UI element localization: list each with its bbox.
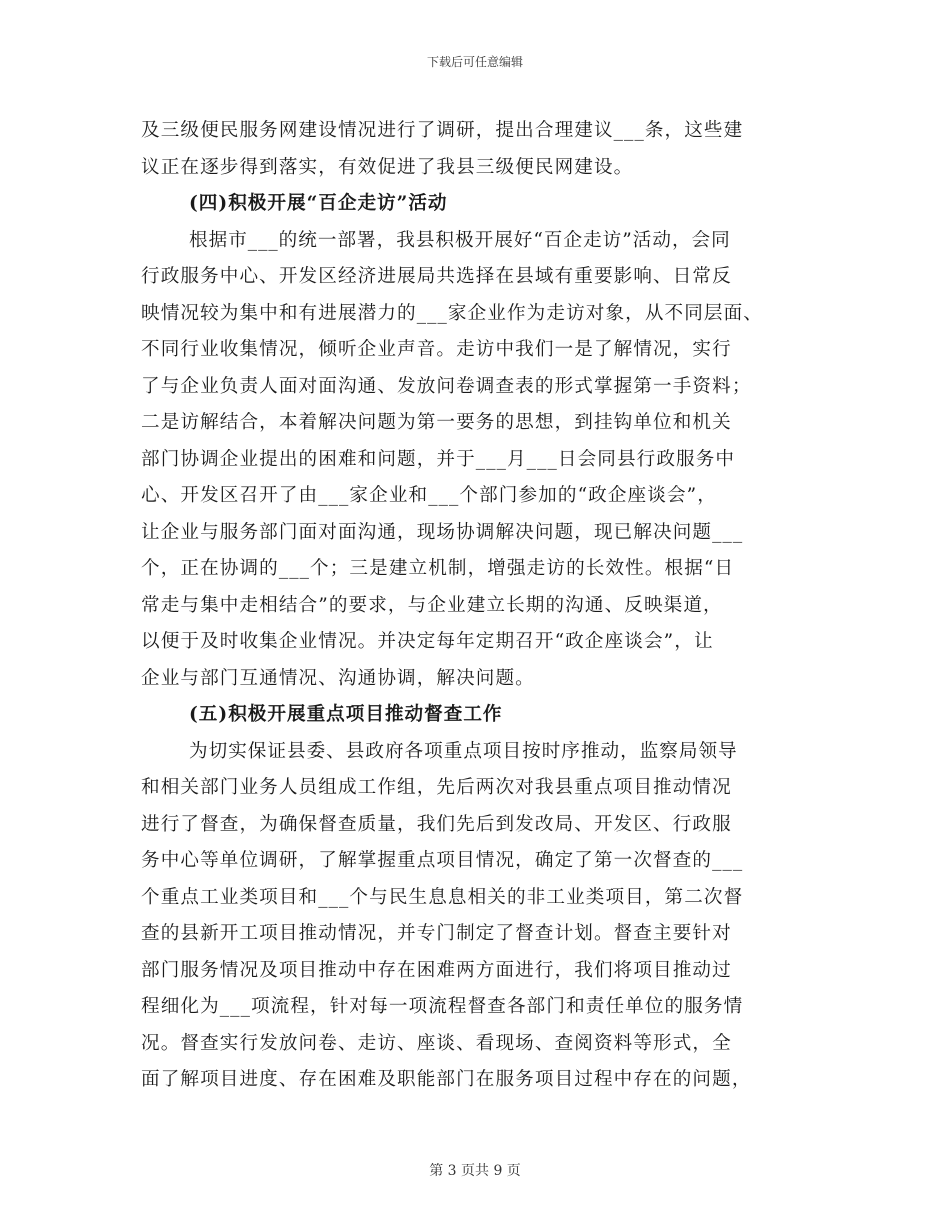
text-line: 二是访解结合，本着解决问题为第一要务的思想，到挂钩单位和机关 <box>141 412 732 433</box>
text-line: 个，正在协调的___个；三是建立机制，增强走访的长效性。根据“日 <box>141 558 735 579</box>
text-line: 和相关部门业务人员组成工作组，先后两次对我县重点项目推动情况 <box>141 777 732 798</box>
text-line: 以便于及时收集企业情况。并决定每年定期召开“政企座谈会”，让 <box>141 631 714 652</box>
text-line: 心、开发区召开了由___家企业和___个部门参加的“政企座谈会”， <box>141 485 717 506</box>
text-line: 务中心等单位调研，了解掌握重点项目情况，确定了第一次督查的___ <box>141 850 744 871</box>
text-line: 进行了督查，为确保督查质量，我们先后到发改局、开发区、行政服 <box>141 813 732 835</box>
page-header: 下载后可任意编辑 <box>426 55 523 69</box>
text-line: 映情况较为集中和有进展潜力的___家企业作为走访对象，从不同层面、 <box>141 302 764 324</box>
text-line: 了与企业负责人面对面沟通、发放问卷调查表的形式掌握第一手资料； <box>141 375 752 397</box>
text-line: 部门协调企业提出的困难和问题，并于___月___日会同县行政服务中 <box>141 448 736 470</box>
text-line: 及三级便民服务网建设情况进行了调研，提出合理建议___条，这些建 <box>141 120 744 141</box>
text-line: 企业与部门互通情况、沟通协调，解决问题。 <box>141 667 535 689</box>
text-line: 常走与集中走相结合”的要求，与企业建立长期的沟通、反映渠道， <box>141 594 723 616</box>
section-heading: (四)积极开展“百企走访”活动 <box>189 193 448 214</box>
section-heading: (五)积极开展重点项目推动督查工作 <box>189 704 503 725</box>
text-line: 让企业与服务部门面对面沟通，现场协调解决问题，现已解决问题___ <box>141 521 744 543</box>
page-footer: 第 3 页共 9 页 <box>429 1163 521 1179</box>
text-line: 为切实保证县委、县政府各项重点项目按时序推动，监察局领导 <box>189 740 738 762</box>
document-body <box>141 113 821 1099</box>
text-line: 查的县新开工项目推动情况，并专门制定了督查计划。督查主要针对 <box>141 923 732 944</box>
text-line: 议正在逐步得到落实，有效促进了我县三级便民网建设。 <box>141 156 634 178</box>
text-line: 部门服务情况及项目推动中存在困难两方面进行，我们将项目推动过 <box>141 959 732 981</box>
text-line: 程细化为___项流程，针对每一项流程督查各部门和责任单位的服务情 <box>141 996 744 1017</box>
text-line: 根据市___的统一部署，我县积极开展好“百企走访”活动，会同 <box>189 229 731 251</box>
text-line: 个重点工业类项目和___个与民生息息相关的非工业类项目，第二次督 <box>141 886 744 908</box>
text-line: 况。督查实行发放问卷、走访、座谈、看现场、查阅资料等形式，全 <box>141 1032 732 1054</box>
text-line: 行政服务中心、开发区经济进展局共选择在县域有重要影响、日常反 <box>141 266 732 287</box>
text-line: 不同行业收集情况，倾听企业声音。走访中我们一是了解情况，实行 <box>141 339 732 360</box>
text-line: 面了解项目进度、存在困难及职能部门在服务项目过程中存在的问题， <box>141 1069 752 1090</box>
